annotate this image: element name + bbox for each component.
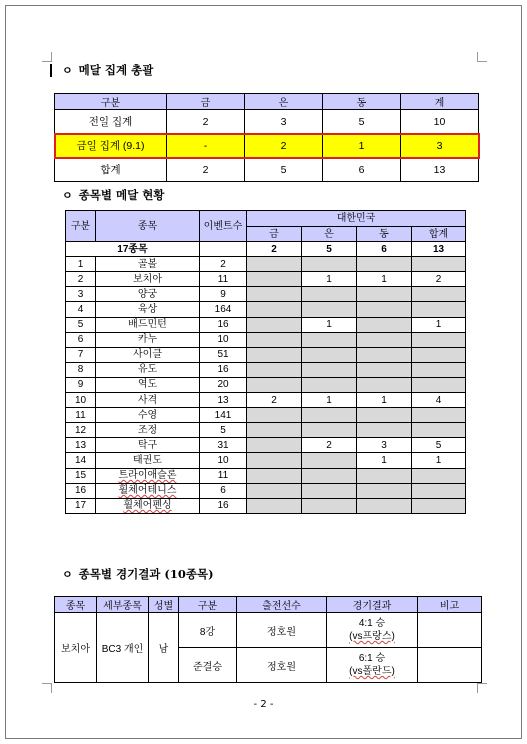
gold-count [247,408,302,423]
bullet-icon: ㅇ [62,189,73,202]
table-row [66,498,466,513]
cell: 2 [245,134,323,158]
gold-count [247,453,302,468]
cell: 3 [401,134,479,158]
gold-count [247,287,302,302]
table-row [66,453,466,468]
total-row [66,242,466,257]
bronze-count: 3 [357,438,412,453]
table-row [66,317,466,332]
cell: 17종목 [66,242,200,257]
row-number: 14 [66,453,96,468]
medal-sum [412,498,466,513]
header-cell: 경기결과 [327,597,418,613]
medal-sum: 4 [412,393,466,408]
silver-count [302,483,357,498]
gold-count [247,362,302,377]
silver-count [302,332,357,347]
event-count: 11 [200,272,247,287]
gold-count [247,483,302,498]
bronze-count [357,377,412,392]
gold-count [247,317,302,332]
table-row [66,408,466,423]
cell [200,242,247,257]
crop-mark-bottom-right [477,683,487,693]
row-number: 17 [66,498,96,513]
bullet-icon: ㅇ [62,64,73,77]
table-row [55,110,479,134]
cell: 13 [412,242,466,257]
row-label: 합계 [55,158,167,182]
event-count: 16 [200,362,247,377]
sport-name: 육상 [96,302,200,317]
section1-title: 메달 집계 총괄 [78,63,154,77]
result-score: 4:1 승 [358,618,386,629]
result-score: 6:1 승 [358,653,386,664]
medal-sum: 5 [412,438,466,453]
table-row [66,438,466,453]
row-number: 7 [66,347,96,362]
sport-name: 사격 [96,393,200,408]
medal-sum [412,423,466,438]
medal-sum: 1 [412,317,466,332]
header-cell: 구분 [179,597,237,613]
row-number: 2 [66,272,96,287]
event-count: 16 [200,317,247,332]
table-row-today [55,134,479,158]
table-row [55,613,482,648]
header-cell: 구분 [55,94,167,110]
section1-heading [50,62,153,78]
player-cell: 정호원 [237,613,327,648]
row-number: 9 [66,377,96,392]
table-row [66,302,466,317]
header-cell: 출전선수 [237,597,327,613]
medal-sum [412,362,466,377]
silver-count [302,287,357,302]
medal-sum [412,332,466,347]
silver-count [302,347,357,362]
bronze-count: 1 [357,453,412,468]
bronze-count [357,483,412,498]
bronze-count [357,468,412,483]
header-cell: 구분 [66,211,96,242]
header-country: 대한민국 [247,211,466,227]
row-number: 6 [66,332,96,347]
event-count: 11 [200,468,247,483]
gender-cell: 남 [149,613,179,683]
row-number: 1 [66,257,96,272]
gold-count [247,377,302,392]
bronze-count: 1 [357,393,412,408]
note-cell [418,648,482,683]
gold-count [247,468,302,483]
medal-sum [412,287,466,302]
crop-mark-bottom-left [42,683,52,693]
gold-count: 2 [247,393,302,408]
row-number: 16 [66,483,96,498]
sport-name: 역도 [96,377,200,392]
section2-title: 종목별 메달 현황 [78,188,165,202]
silver-count [302,468,357,483]
medal-sum [412,408,466,423]
result-opponent: (vs폴란드) [349,666,395,677]
row-number: 10 [66,393,96,408]
bronze-count [357,498,412,513]
result-opponent: (vs프랑스) [349,631,395,642]
gold-count [247,438,302,453]
row-number: 4 [66,302,96,317]
cell: 1 [323,134,401,158]
table-row [66,483,466,498]
bronze-count [357,423,412,438]
header-cell: 은 [245,94,323,110]
cell: - [167,134,245,158]
silver-count: 1 [302,272,357,287]
header-cell: 동 [357,227,412,242]
sport-cell: 보치아 [55,613,97,683]
table-row [66,362,466,377]
header-cell: 세부종목 [97,597,149,613]
event-count: 16 [200,498,247,513]
bronze-count [357,332,412,347]
silver-count: 2 [302,438,357,453]
row-number: 15 [66,468,96,483]
gold-count [247,302,302,317]
sport-name: 보치아 [96,272,200,287]
gold-count [247,423,302,438]
event-count: 2 [200,257,247,272]
header-cell: 이벤트수 [200,211,247,242]
header-cell: 종목 [55,597,97,613]
gold-count [247,498,302,513]
gold-count [247,332,302,347]
section2-heading [62,187,164,203]
bronze-count [357,317,412,332]
gold-count [247,257,302,272]
cell: 5 [245,158,323,182]
row-number: 3 [66,287,96,302]
table-row [66,257,466,272]
sport-name: 유도 [96,362,200,377]
event-count: 6 [200,483,247,498]
header-cell: 금 [247,227,302,242]
bullet-icon: ㅇ [62,568,73,581]
silver-count [302,408,357,423]
bronze-count [357,408,412,423]
silver-count [302,377,357,392]
heading-bar [50,64,52,77]
event-count: 10 [200,332,247,347]
cell: 10 [401,110,479,134]
medal-sum: 2 [412,272,466,287]
result-cell [327,613,418,648]
bronze-count [357,362,412,377]
table-row [66,332,466,347]
sport-name: 태권도 [96,453,200,468]
row-number: 8 [66,362,96,377]
medal-summary-table [54,93,479,182]
table-row [66,393,466,408]
header-cell: 동 [323,94,401,110]
medal-sum [412,302,466,317]
medal-sum [412,257,466,272]
row-number: 11 [66,408,96,423]
row-number: 13 [66,438,96,453]
cell: 2 [167,158,245,182]
sport-name: 골볼 [96,257,200,272]
round-cell: 준결승 [179,648,237,683]
sport-name: 탁구 [96,438,200,453]
section3-heading [62,566,214,582]
bronze-count [357,347,412,362]
sport-rows [66,257,466,514]
silver-count [302,257,357,272]
table-row [66,287,466,302]
silver-count [302,362,357,377]
bronze-count [357,287,412,302]
header-cell: 성별 [149,597,179,613]
event-count: 20 [200,377,247,392]
bronze-count: 1 [357,272,412,287]
section3-title: 종목별 경기결과 (10종목) [78,567,214,581]
table-row [55,158,479,182]
silver-count: 1 [302,393,357,408]
sport-name: 사이클 [96,347,200,362]
medal-sum [412,347,466,362]
header-cell: 은 [302,227,357,242]
cell: 5 [323,110,401,134]
silver-count: 1 [302,317,357,332]
cell: 6 [357,242,412,257]
gold-count [247,347,302,362]
note-cell [418,613,482,648]
silver-count [302,423,357,438]
sport-name: 카누 [96,332,200,347]
event-count: 141 [200,408,247,423]
cell: 2 [247,242,302,257]
cell: 2 [167,110,245,134]
row-label: 금일 집계 (9.1) [55,134,167,158]
crop-mark-top-right [477,52,487,62]
row-number: 12 [66,423,96,438]
table-row [66,468,466,483]
event-count: 9 [200,287,247,302]
table-row [66,377,466,392]
sport-name: 조정 [96,423,200,438]
cell: 6 [323,158,401,182]
sport-name: 트라이애슬론 [96,468,200,483]
sport-name: 수영 [96,408,200,423]
row-number: 5 [66,317,96,332]
sport-name: 배드민턴 [96,317,200,332]
sport-name: 휠체어테니스 [96,483,200,498]
sport-name: 휠체어펜싱 [96,498,200,513]
silver-count [302,498,357,513]
crop-mark-top-left [42,52,52,62]
event-count: 13 [200,393,247,408]
event-cell: BC3 개인 [97,613,149,683]
page-number: - 2 - [253,699,274,710]
result-cell [327,648,418,683]
header-cell: 종목 [96,211,200,242]
header-cell: 비고 [418,597,482,613]
cell: 3 [245,110,323,134]
event-count: 5 [200,423,247,438]
silver-count [302,302,357,317]
round-cell: 8강 [179,613,237,648]
medal-sum: 1 [412,453,466,468]
event-count: 31 [200,438,247,453]
bronze-count [357,302,412,317]
event-count: 164 [200,302,247,317]
medals-by-sport-table [65,210,466,514]
silver-count [302,453,357,468]
table-row [66,347,466,362]
cell: 13 [401,158,479,182]
header-cell: 계 [401,94,479,110]
header-cell: 금 [167,94,245,110]
medal-sum [412,468,466,483]
medal-sum [412,377,466,392]
medal-sum [412,483,466,498]
cell: 5 [302,242,357,257]
row-label: 전일 집계 [55,110,167,134]
match-results-table [54,596,482,683]
bronze-count [357,257,412,272]
event-count: 51 [200,347,247,362]
player-cell: 정호원 [237,648,327,683]
event-count: 10 [200,453,247,468]
header-cell: 합계 [412,227,466,242]
table-row [66,272,466,287]
sport-name: 양궁 [96,287,200,302]
table-row [66,423,466,438]
gold-count [247,272,302,287]
